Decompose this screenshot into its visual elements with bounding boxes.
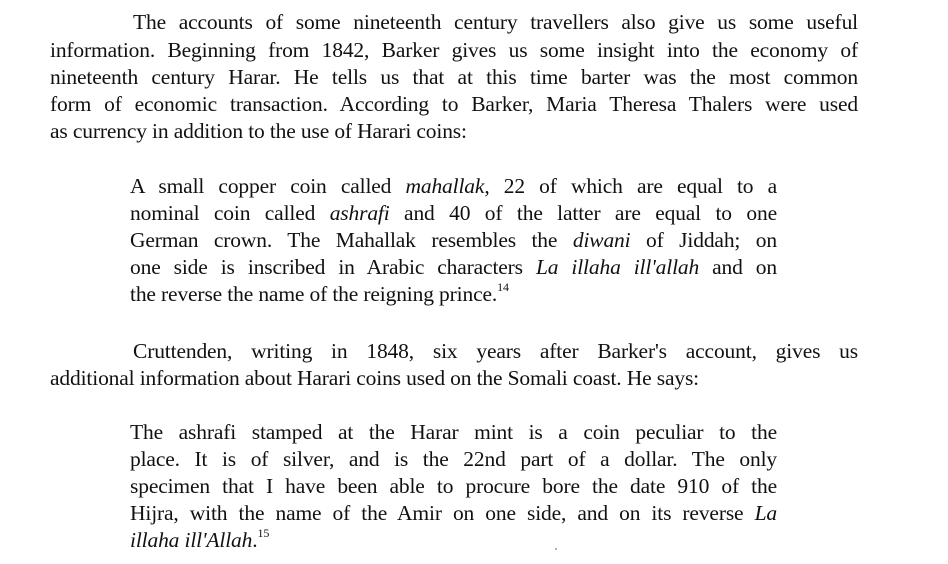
quote-text: , 22 of which are equal to a (484, 174, 777, 198)
quote-line (130, 173, 777, 199)
quote-text: . (252, 528, 258, 552)
quote-line (130, 200, 777, 226)
italic-term: La (754, 501, 777, 525)
footnote-marker: 14 (497, 279, 509, 294)
text-line: Cruttenden, writing in 1848, six years after Barker's account, gives us (133, 339, 858, 363)
quote-text: Hijra, with the name of the Amir on one side, and on its reverse (130, 501, 755, 525)
text-line: The accounts of some nineteenth century travellers also give us some useful (133, 10, 858, 34)
text-line: nineteenth century Harar. He tells us that at this time barter was the most common (50, 65, 858, 89)
quote-text: one side is inscribed in Arabic characters (130, 255, 536, 279)
quote-line: place. It is of silver, and is the 22nd part of a dollar. The only (130, 447, 777, 471)
quote-text: A small copper coin called (130, 174, 406, 198)
quote-text: and 40 of the latter are equal to one (389, 201, 777, 225)
quote-line (130, 500, 777, 526)
text-line: information. Beginning from 1842, Barker gives us some insight into the economy of (50, 38, 858, 62)
quote-text: of Jiddah; on (630, 228, 777, 252)
text-line: form of economic transaction. According to Barker, Maria Theresa Thalers were used (50, 92, 858, 116)
quote-text: and on (699, 255, 778, 279)
footnote-marker: 15 (257, 525, 270, 540)
italic-term: ashrafi (329, 201, 390, 225)
scan-speck (555, 548, 557, 550)
quote-text: nominal coin called (130, 201, 330, 225)
quote-text: the reverse the name of the reigning prince. (130, 282, 498, 306)
quote-line (130, 527, 777, 553)
italic-term: diwani (572, 228, 631, 252)
italic-term: La illaha ill'allah (535, 255, 700, 279)
text-line: additional information about Harari coins used on the Somali coast. He says: (50, 366, 699, 390)
italic-term: mahallak (405, 174, 485, 198)
quote-line: The ashrafi stamped at the Harar mint is a coin peculiar to the (130, 420, 777, 444)
quote-line (130, 227, 777, 253)
quote-text: German crown. The Mahallak resembles the (130, 228, 573, 252)
italic-term: illaha ill'Allah (130, 528, 253, 552)
quote-line (130, 254, 777, 280)
quote-line (130, 281, 777, 307)
quote-line: specimen that I have been able to procure bore the date 910 of the (130, 474, 777, 498)
text-line: as currency in addition to the use of Harari coins: (50, 119, 467, 143)
